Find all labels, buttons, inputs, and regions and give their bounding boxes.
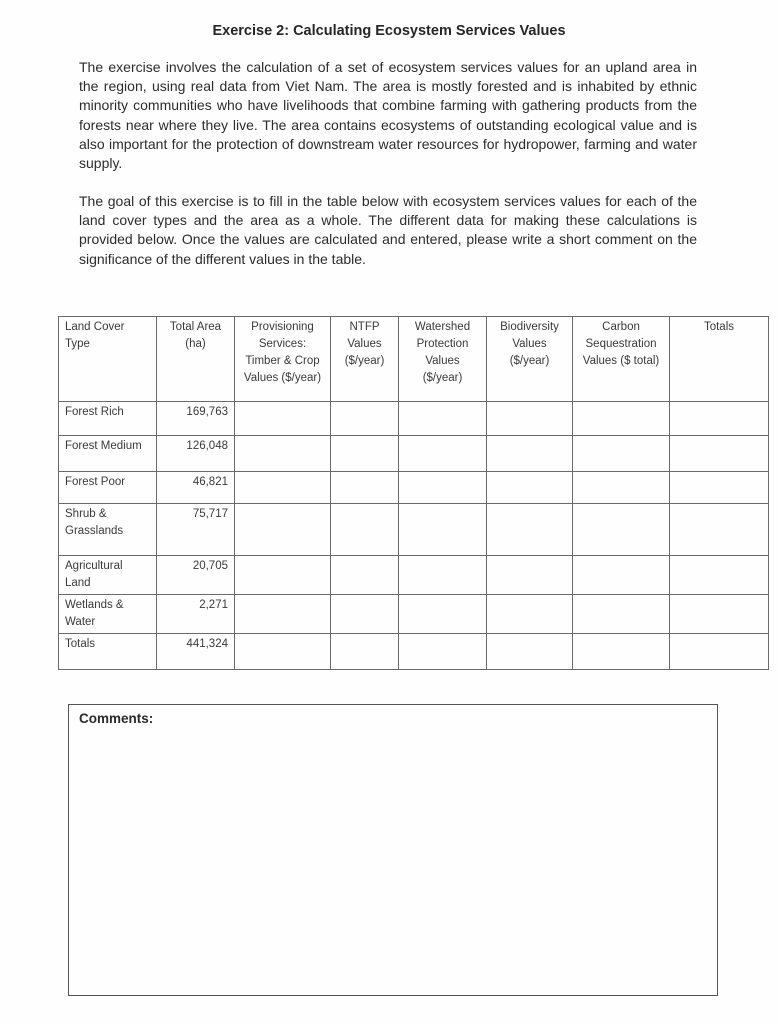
watershed-input-cell[interactable] — [399, 556, 487, 595]
carbon-input-cell[interactable] — [573, 595, 670, 634]
provisioning-input-cell[interactable] — [235, 595, 331, 634]
exercise-title: Exercise 2: Calculating Ecosystem Services Values — [212, 23, 566, 39]
land-cover-cell: Agricultural Land — [59, 556, 157, 595]
provisioning-input-cell[interactable] — [235, 556, 331, 595]
table-row — [59, 436, 769, 472]
header-watershed-protection: Watershed Protection Values ($/year) — [399, 317, 487, 402]
row-total-input-cell[interactable] — [670, 504, 769, 556]
table-row — [59, 402, 769, 436]
land-cover-cell: Wetlands & Water — [59, 595, 157, 634]
header-total-area: Total Area (ha) — [157, 317, 235, 402]
provisioning-input-cell[interactable] — [235, 472, 331, 504]
carbon-input-cell[interactable] — [573, 402, 670, 436]
biodiversity-input-cell[interactable] — [487, 402, 573, 436]
land-cover-cell: Shrub & Grasslands — [59, 504, 157, 556]
row-total-input-cell[interactable] — [670, 595, 769, 634]
table-totals-row — [59, 634, 769, 670]
table-row — [59, 556, 769, 595]
ntfp-input-cell[interactable] — [331, 504, 399, 556]
row-total-input-cell[interactable] — [670, 472, 769, 504]
ntfp-input-cell[interactable] — [331, 436, 399, 472]
row-total-input-cell[interactable] — [670, 556, 769, 595]
header-ntfp-values: NTFP Values ($/year) — [331, 317, 399, 402]
carbon-input-cell[interactable] — [573, 556, 670, 595]
provisioning-input-cell[interactable] — [235, 504, 331, 556]
ntfp-input-cell[interactable] — [331, 634, 399, 670]
goal-paragraph: The goal of this exercise is to fill in the table below with ecosystem services values for each of the land cover types and the area as a whole. The different data for making these calculations is provided below. Once the values are calculated and entered, please write a short comment on the significance of the different values in the table. — [79, 193, 697, 267]
watershed-input-cell[interactable] — [399, 595, 487, 634]
biodiversity-input-cell[interactable] — [487, 556, 573, 595]
watershed-input-cell[interactable] — [399, 634, 487, 670]
biodiversity-input-cell[interactable] — [487, 634, 573, 670]
ecosystem-values-table — [58, 316, 769, 670]
ecosystem-values-table-wrapper — [58, 316, 768, 670]
total-area-cell: 2,271 — [157, 595, 235, 634]
header-land-cover-type: Land Cover Type — [59, 317, 157, 402]
carbon-input-cell[interactable] — [573, 504, 670, 556]
header-biodiversity-values: Biodiversity Values ($/year) — [487, 317, 573, 402]
total-area-cell: 441,324 — [157, 634, 235, 670]
watershed-input-cell[interactable] — [399, 504, 487, 556]
provisioning-input-cell[interactable] — [235, 634, 331, 670]
total-area-cell: 46,821 — [157, 472, 235, 504]
provisioning-input-cell[interactable] — [235, 402, 331, 436]
comments-label: Comments: — [79, 711, 154, 726]
land-cover-cell: Forest Rich — [59, 402, 157, 436]
table-row — [59, 472, 769, 504]
watershed-input-cell[interactable] — [399, 436, 487, 472]
biodiversity-input-cell[interactable] — [487, 472, 573, 504]
table-header-row — [59, 317, 769, 402]
table-row — [59, 504, 769, 556]
row-total-input-cell[interactable] — [670, 402, 769, 436]
total-area-cell: 75,717 — [157, 504, 235, 556]
ntfp-input-cell[interactable] — [331, 402, 399, 436]
carbon-input-cell[interactable] — [573, 436, 670, 472]
row-total-input-cell[interactable] — [670, 436, 769, 472]
carbon-input-cell[interactable] — [573, 472, 670, 504]
watershed-input-cell[interactable] — [399, 402, 487, 436]
carbon-input-cell[interactable] — [573, 634, 670, 670]
provisioning-input-cell[interactable] — [235, 436, 331, 472]
row-total-input-cell[interactable] — [670, 634, 769, 670]
land-cover-cell: Totals — [59, 634, 157, 670]
biodiversity-input-cell[interactable] — [487, 436, 573, 472]
header-provisioning-services: Provisioning Services: Timber & Crop Values ($/year) — [235, 317, 331, 402]
comments-box[interactable] — [68, 704, 718, 996]
biodiversity-input-cell[interactable] — [487, 504, 573, 556]
total-area-cell: 169,763 — [157, 402, 235, 436]
ntfp-input-cell[interactable] — [331, 595, 399, 634]
intro-paragraph: The exercise involves the calculation of a set of ecosystem services values for an upland area in the region, using real data from Viet Nam. The area is mostly forested and is inhabited by ethnic minority communities who have livelihoods that combine farming with gathering products from the forests near where they live. The area contains ecosystems of outstanding ecological value and is also important for the protection of downstream water resources for hydropower, farming and water supply. — [79, 59, 697, 172]
ntfp-input-cell[interactable] — [331, 472, 399, 504]
land-cover-cell: Forest Poor — [59, 472, 157, 504]
biodiversity-input-cell[interactable] — [487, 595, 573, 634]
table-row — [59, 595, 769, 634]
total-area-cell: 126,048 — [157, 436, 235, 472]
watershed-input-cell[interactable] — [399, 472, 487, 504]
total-area-cell: 20,705 — [157, 556, 235, 595]
header-carbon-sequestration: Carbon Sequestration Values ($ total) — [573, 317, 670, 402]
ntfp-input-cell[interactable] — [331, 556, 399, 595]
land-cover-cell: Forest Medium — [59, 436, 157, 472]
header-totals: Totals — [670, 317, 769, 402]
